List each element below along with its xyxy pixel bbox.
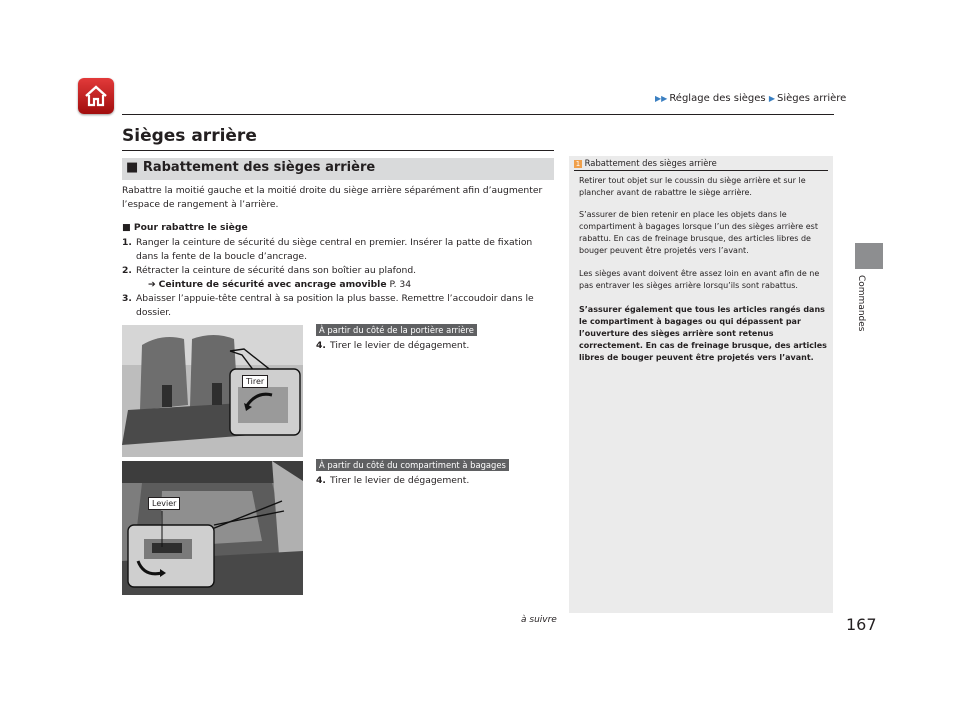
- home-icon: [84, 84, 108, 108]
- header-rule: [122, 114, 834, 115]
- page-number: 167: [846, 615, 877, 634]
- note-paragraph: Retirer tout objet sur le coussin du siège arrière et sur le plancher avant de rabattre le siège arrière.: [579, 176, 806, 197]
- cross-reference-link[interactable]: ➔ Ceinture de sécurité avec ancrage amovible P. 34: [148, 279, 412, 290]
- reference-arrow-icon: ➔: [148, 279, 156, 290]
- square-bullet-icon: ■: [126, 160, 139, 175]
- note-rule: [574, 170, 828, 171]
- note-paragraph: Les sièges avant doivent être assez loin en avant afin de ne pas entraver les sièges arrière lorsqu’ils sont rabattus.: [579, 269, 820, 290]
- figure-label: À partir du côté de la portière arrière: [316, 324, 477, 336]
- breadcrumb-item[interactable]: Sièges arrière: [776, 93, 847, 104]
- chapter-label: Commandes: [856, 275, 866, 332]
- breadcrumb-item[interactable]: Réglage des sièges: [669, 93, 766, 104]
- step-item: 3. Abaisser l’appuie-tête central à sa position la plus basse. Remettre l’accoudoir dans le dossier.: [122, 293, 534, 318]
- cargo-area-figure: [122, 461, 303, 595]
- intro-text: Rabattre la moitié gauche et la moitié droite du siège arrière séparément afin d’augmenter l’espace de rangement à l’arrière.: [122, 185, 543, 210]
- note-heading: 1 Rabattement des sièges arrière: [575, 158, 717, 168]
- cargo-area-illustration: [122, 461, 303, 595]
- breadcrumb-arrow-icon: ▶▶: [655, 94, 668, 103]
- breadcrumb: [655, 93, 846, 104]
- title-rule: [122, 150, 554, 151]
- continued-label: à suivre: [521, 615, 557, 625]
- chapter-tab[interactable]: [855, 243, 883, 269]
- step-item: 2. Rétracter la ceinture de sécurité dans son boîtier au plafond. ➔ Ceinture de sécurité avec ancrage amovible P. 34: [122, 264, 554, 292]
- page-title: Sièges arrière: [122, 126, 257, 146]
- home-button[interactable]: [78, 78, 114, 114]
- rear-seat-illustration: [122, 325, 303, 457]
- rear-seat-figure: [122, 325, 303, 457]
- step-item: 1. Ranger la ceinture de sécurité du siège central en premier. Insérer la patte de fixation dans la fente de la boucle d’ancrage.: [122, 237, 533, 262]
- subheading: ■ Pour rabattre le siège: [122, 222, 248, 233]
- note-icon: 1: [575, 160, 581, 168]
- figure-label: À partir du côté du compartiment à bagages: [316, 459, 509, 471]
- callout-lever: Levier: [148, 497, 180, 510]
- callout-pull: Tirer: [242, 375, 268, 388]
- section-title: ■ Rabattement des sièges arrière: [126, 160, 376, 175]
- step-item: 4. Tirer le levier de dégagement.: [316, 340, 470, 351]
- note-paragraph: S’assurer de bien retenir en place les objets dans le compartiment à bagages lorsque l’un des sièges arrière est rabattu. En cas de freinage brusque, des articles libres de bouger peuvent être projetés vers l’avant.: [579, 210, 818, 255]
- breadcrumb-arrow-icon: ▶: [768, 94, 775, 103]
- square-bullet-icon: ■: [122, 222, 131, 233]
- note-paragraph-bold: S’assurer également que tous les articles rangés dans le compartiment à bagages ou qui dépassent par l’ouverture des sièges arrière sont retenus correctement. En cas de freinage brusque, des articles libres de bouger peuvent être projetés vers l’avant.: [579, 305, 827, 362]
- step-item: 4. Tirer le levier de dégagement.: [316, 475, 470, 486]
